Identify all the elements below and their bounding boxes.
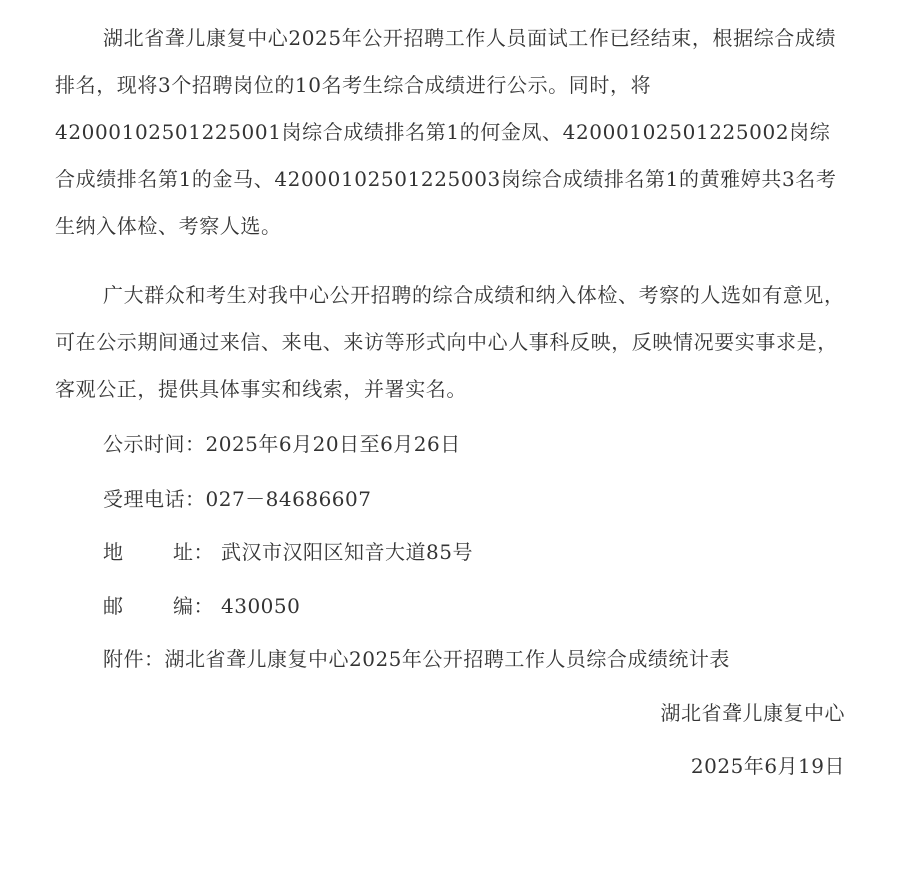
- contact-phone-value: 027－84686607: [205, 487, 372, 511]
- attachment-label: 附件：: [103, 647, 165, 671]
- postcode-label: [103, 591, 221, 621]
- paragraph-result-announcement: 湖北省聋儿康复中心2025年公开招聘工作人员面试工作已经结束，根据综合成绩排名，现将3个招聘岗位的10名考生综合成绩进行公示。同时，将42000102501225001岗综合成绩排名第1的何金凤、42000102501225002岗综合成绩排名第1的金马、42000102501225003岗综合成绩排名第1的黄雅婷共3名考生纳入体检、考察人选。: [55, 26, 837, 238]
- address-label: [103, 537, 221, 567]
- signature-organization: 湖北省聋儿康复中心: [660, 701, 845, 725]
- postcode: [103, 591, 300, 621]
- address-label-second: 址：: [173, 540, 214, 564]
- publicity-period-label: 公示时间：: [103, 432, 206, 456]
- postcode-label-second: 编：: [173, 594, 214, 618]
- publicity-period-value: 2025年6月20日至6月26日: [205, 432, 461, 456]
- address-value: 武汉市汉阳区知音大道85号: [221, 540, 473, 564]
- contact-phone-label: 受理电话：: [103, 487, 206, 511]
- publicity-period: [103, 429, 461, 459]
- address-label-first: 地: [103, 540, 124, 564]
- postcode-value: 430050: [221, 594, 301, 618]
- attachment: [103, 644, 730, 674]
- contact-phone: [103, 484, 371, 514]
- attachment-link[interactable]: 湖北省聋儿康复中心2025年公开招聘工作人员综合成绩统计表: [164, 647, 730, 671]
- signature-date: 2025年6月19日: [690, 754, 845, 778]
- paragraph-feedback-instructions: 广大群众和考生对我中心公开招聘的综合成绩和纳入体检、考察的人选如有意见，可在公示期间通过来信、来电、来访等形式向中心人事科反映，反映情况要实事求是，客观公正，提供具体事实和线索，并署实名。: [55, 283, 845, 401]
- postcode-label-first: 邮: [103, 594, 124, 618]
- address: [103, 537, 473, 567]
